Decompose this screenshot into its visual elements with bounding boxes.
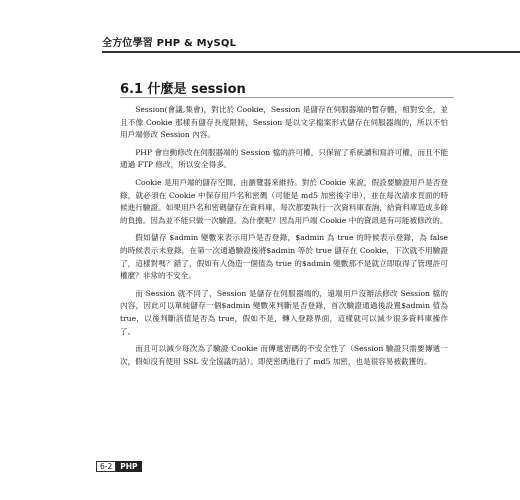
page-number: 6-2 bbox=[96, 461, 116, 472]
paragraph: Cookie 是用戶端的儲存空間，由瀏覽器來維持。對於 Cookie 來說，假設要驗證用戶是否登錄，就必須在 Cookie 中保存用戶名和密碼（可能是 md5 加密後字串），並在每次請求頁面的時候進行驗證。如果用戶名和密碼儲存在資料庫，每次都要執行一次資料庫查詢，給資料庫造成多餘的負擔。因為並不能只做一次驗證。為什麼呢？因為用戶端 Cookie 中的資訊是有可能被修改的。 bbox=[120, 177, 448, 225]
paragraph: 假如儲存 $admin 變數來表示用戶是否登錄，$admin 為 true 的時候表示登錄，為 false 的時候表示未登錄，在第一次通過驗證後將$admin 等於 true 儲存在 Cookie，下次就不用驗證了，這樣對嗎？錯了，假如有人偽造一個值為 true 的$admin 變數那不是就立即取得了管理許可權麼？非常的不安全。 bbox=[120, 233, 448, 281]
body-text bbox=[120, 104, 448, 373]
title-rule bbox=[120, 97, 454, 98]
header-rule bbox=[102, 51, 520, 53]
paragraph: 而 Session 就不同了，Session 是儲存在伺服器端的，遠端用戶沒辦法修改 Session 檔的內容，因此可以單純儲存一個$admin 變數來判斷是否登錄，首次驗證通過後設置$admin 值為 true，以後判斷該值是否為 true，假如不是，轉入登錄界面，這樣就可以減少很多資料庫操作了。 bbox=[120, 288, 448, 336]
paragraph: PHP 會自動修改在伺服器端的 Session 檔的許可權，只保留了系統讀和寫許可權，而且不能通過 FTP 修改，所以安全得多。 bbox=[120, 147, 448, 170]
paragraph: 而且可以減少每次為了驗證 Cookie 而傳遞密碼的不安全性了（Session 驗證只需要傳遞一次，假如沒有使用 SSL 安全協議的話）。即使密碼進行了 md5 加密，也是很容易被截獲的。 bbox=[120, 344, 448, 366]
paragraph: Session(會議,集會)，對比於 Cookie，Session 是儲存在伺服器端的暫存體，相對安全，並且不像 Cookie 那樣有儲存長度限制，Session 是以文字檔案形式儲存在伺服器端的，所以不怕用戶端修改 Session 內容。 bbox=[120, 105, 448, 140]
running-header: 全方位學習 PHP & MySQL bbox=[102, 38, 237, 49]
page-footer bbox=[96, 461, 142, 472]
section-title: 6.1 什麼是 session bbox=[120, 82, 246, 97]
book-tag: PHP bbox=[116, 461, 141, 472]
